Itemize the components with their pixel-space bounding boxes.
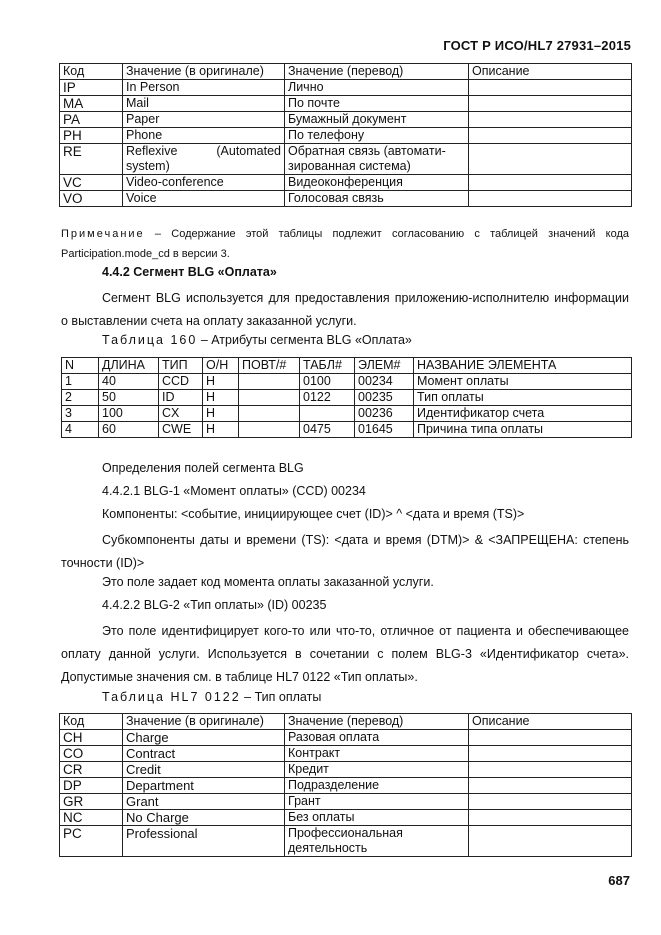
col-code: Код: [60, 64, 123, 80]
table-160-caption: [102, 333, 412, 348]
table-row: 2 50 ID H 0122 00235 Тип оплаты: [62, 390, 632, 406]
blg2-field-description: Это поле идентифицирует кого-то или что-то, отличное от пациента и обеспечивающее оплату данной услуги. Используется в сочетании с полем BLG-3 «Идентификатор счета». Допустимые значения см. в таблице HL7 0122 «Тип оплаты».: [61, 624, 629, 684]
note-label: Примечание: [61, 228, 145, 240]
participation-mode-table: [59, 63, 632, 207]
table-row: CH Charge Разовая оплата: [60, 730, 632, 746]
table-row: VC Video-conference Видеоконференция: [60, 175, 632, 191]
table-0122-caption: [102, 690, 321, 705]
caption-label: Таблица HL7 0122: [102, 690, 241, 704]
table-row: PA Paper Бумажный документ: [60, 112, 632, 128]
table-row: CR Credit Кредит: [60, 762, 632, 778]
section-title-4-4-2: 4.4.2 Сегмент BLG «Оплата»: [102, 265, 277, 279]
caption-label: Таблица 160: [102, 333, 198, 347]
blg-description-paragraph: Сегмент BLG используется для предоставления приложению-исполнителю информации о выставлении счета на оплату заказанной услуги.: [61, 291, 629, 328]
table-row: PH Phone По телефону: [60, 128, 632, 144]
table-header-row: N ДЛИНА ТИП О/Н ПОВТ/# ТАБЛ# ЭЛЕМ# НАЗВАНИЕ ЭЛЕМЕНТА: [62, 358, 632, 374]
section-title-4-4-2-2: 4.4.2.2 BLG-2 «Тип оплаты» (ID) 00235: [102, 598, 327, 612]
document-id-header: ГОСТ Р ИСО/HL7 27931–2015: [443, 38, 631, 53]
field-definitions-heading: Определения полей сегмента BLG: [102, 461, 304, 475]
page-number: 687: [608, 873, 630, 888]
col-description: Описание: [469, 64, 632, 80]
note-text: – Содержание этой таблицы подлежит согласованию с таблицей значений кода Participation.mode_cd в версии 3.: [61, 228, 629, 260]
blg1-field-description: Это поле задает код момента оплаты заказанной услуги.: [102, 575, 434, 589]
components-text: Компоненты: <событие, инициирующее счет (ID)> ^ <дата и время (TS)>: [102, 507, 525, 521]
table-row: NC No Charge Без оплаты: [60, 810, 632, 826]
blg-attributes-table: [61, 357, 632, 438]
table-row: 1 40 CCD H 0100 00234 Момент оплаты: [62, 374, 632, 390]
table-header-row: [60, 64, 632, 80]
caption-text: – Атрибуты сегмента BLG «Оплата»: [197, 333, 412, 347]
table-note: [61, 224, 629, 264]
table-row: 4 60 CWE H 0475 01645 Причина типа оплаты: [62, 422, 632, 438]
table-header-row: Код Значение (в оригинале) Значение (перевод) Описание: [60, 714, 632, 730]
table-row: IP In Person Лично: [60, 80, 632, 96]
table-row: CO Contract Контракт: [60, 746, 632, 762]
caption-text: – Тип оплаты: [240, 690, 322, 704]
section-title-4-4-2-1: 4.4.2.1 BLG-1 «Момент оплаты» (CCD) 00234: [102, 484, 366, 498]
col-value-original: Значение (в оригинале): [123, 64, 285, 80]
table-row: PC Professional Профессиональная деятельность: [60, 826, 632, 857]
subcomponents-text: Субкомпоненты даты и времени (TS): <дата и время (DTM)> & <ЗАПРЕЩЕНА: степень точности (ID)>: [61, 533, 629, 570]
table-row: RE Reflexive (Automated system) Обратная связь (автомати-зированная система): [60, 144, 632, 175]
col-value-translation: Значение (перевод): [285, 64, 469, 80]
table-row: GR Grant Грант: [60, 794, 632, 810]
table-row: MA Mail По почте: [60, 96, 632, 112]
payment-type-table: [59, 713, 632, 857]
table-row: DP Department Подразделение: [60, 778, 632, 794]
table-row: 3 100 CX H 00236 Идентификатор счета: [62, 406, 632, 422]
table-row: VO Voice Голосовая связь: [60, 191, 632, 207]
